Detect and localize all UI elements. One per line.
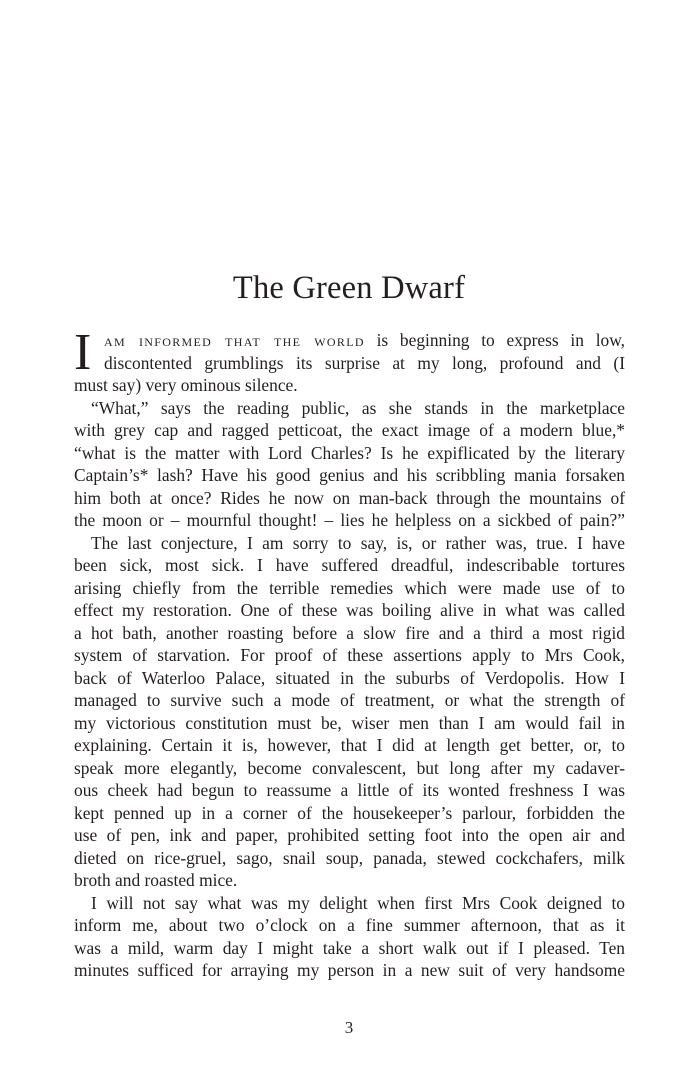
text-line: him both at once? Rides he now on man-back through the mountains of	[74, 487, 625, 508]
text-line: with grey cap and ragged petticoat, the exact image of a modern blue,*	[74, 420, 625, 440]
text-line: “What,” says the reading public, as she stands in the marketplace	[91, 397, 625, 418]
text-line: “what is the matter with Lord Charles? Is he expiflicated by the literary	[74, 442, 625, 463]
body-text	[74, 324, 625, 982]
text-line: speak more elegantly, become convalescent, but long after my cadaver-	[74, 757, 625, 778]
text-line: I will not say what was my delight when first Mrs Cook deigned to	[91, 892, 625, 913]
text-line: kept penned up in a corner of the housekeeper’s parlour, forbidden the	[74, 802, 625, 823]
text-line: the moon or – mournful thought! – lies he helpless on a sickbed of pain?”	[74, 510, 625, 530]
drop-cap: I	[74, 324, 92, 381]
text-line: The last conjecture, I am sorry to say, is, or rather was, true. I have	[91, 532, 625, 553]
text-line: must say) very ominous silence.	[74, 375, 298, 395]
page-number: 3	[344, 1018, 354, 1037]
text-line: explaining. Certain it is, however, that I did at length get better, or, to	[74, 735, 625, 755]
text-line: broth and roasted mice.	[74, 870, 238, 890]
text-line	[74, 329, 625, 352]
chapter-title: The Green Dwarf	[232, 269, 466, 306]
text-line: managed to survive such a mode of treatment, or what the strength of	[74, 690, 625, 710]
text-line: system of starvation. For proof of these assertions apply to Mrs Cook,	[74, 645, 625, 665]
opening-small-caps: am informed that the world	[104, 330, 365, 350]
text-line: back of Waterloo Palace, situated in the suburbs of Verdopolis. How I	[74, 667, 625, 688]
text-line: my victorious constitution must be, wiser men than I am would fail in	[74, 712, 625, 733]
text-line: minutes sufficed for arraying my person in a new suit of very handsome	[74, 960, 625, 980]
text-line: arising chiefly from the terrible remedies which were made use of to	[74, 577, 625, 598]
text-line: use of pen, ink and paper, prohibited setting foot into the open air and	[74, 825, 625, 845]
text-line: ous cheek had begun to reassume a little of its wonted freshness I was	[74, 780, 625, 800]
text-line: dieted on rice-gruel, sago, snail soup, panada, stewed cockchafers, milk	[74, 847, 625, 868]
text-line: a hot bath, another roasting before a slow fire and a third a most rigid	[74, 622, 625, 643]
text-line: effect my restoration. One of these was boiling alive in what was called	[74, 600, 625, 620]
text-line-content: is beginning to express in low,	[364, 330, 625, 350]
text-line: Captain’s* lash? Have his good genius and his scribbling mania forsaken	[74, 465, 625, 485]
text-line: discontented grumblings its surprise at my long, profound and (I	[104, 352, 625, 373]
text-line: inform me, about two o’clock on a fine summer afternoon, that as it	[74, 915, 625, 935]
text-line: been sick, most sick. I have suffered dreadful, indescribable tortures	[74, 555, 625, 575]
text-line: was a mild, warm day I might take a short walk out if I pleased. Ten	[74, 937, 625, 958]
